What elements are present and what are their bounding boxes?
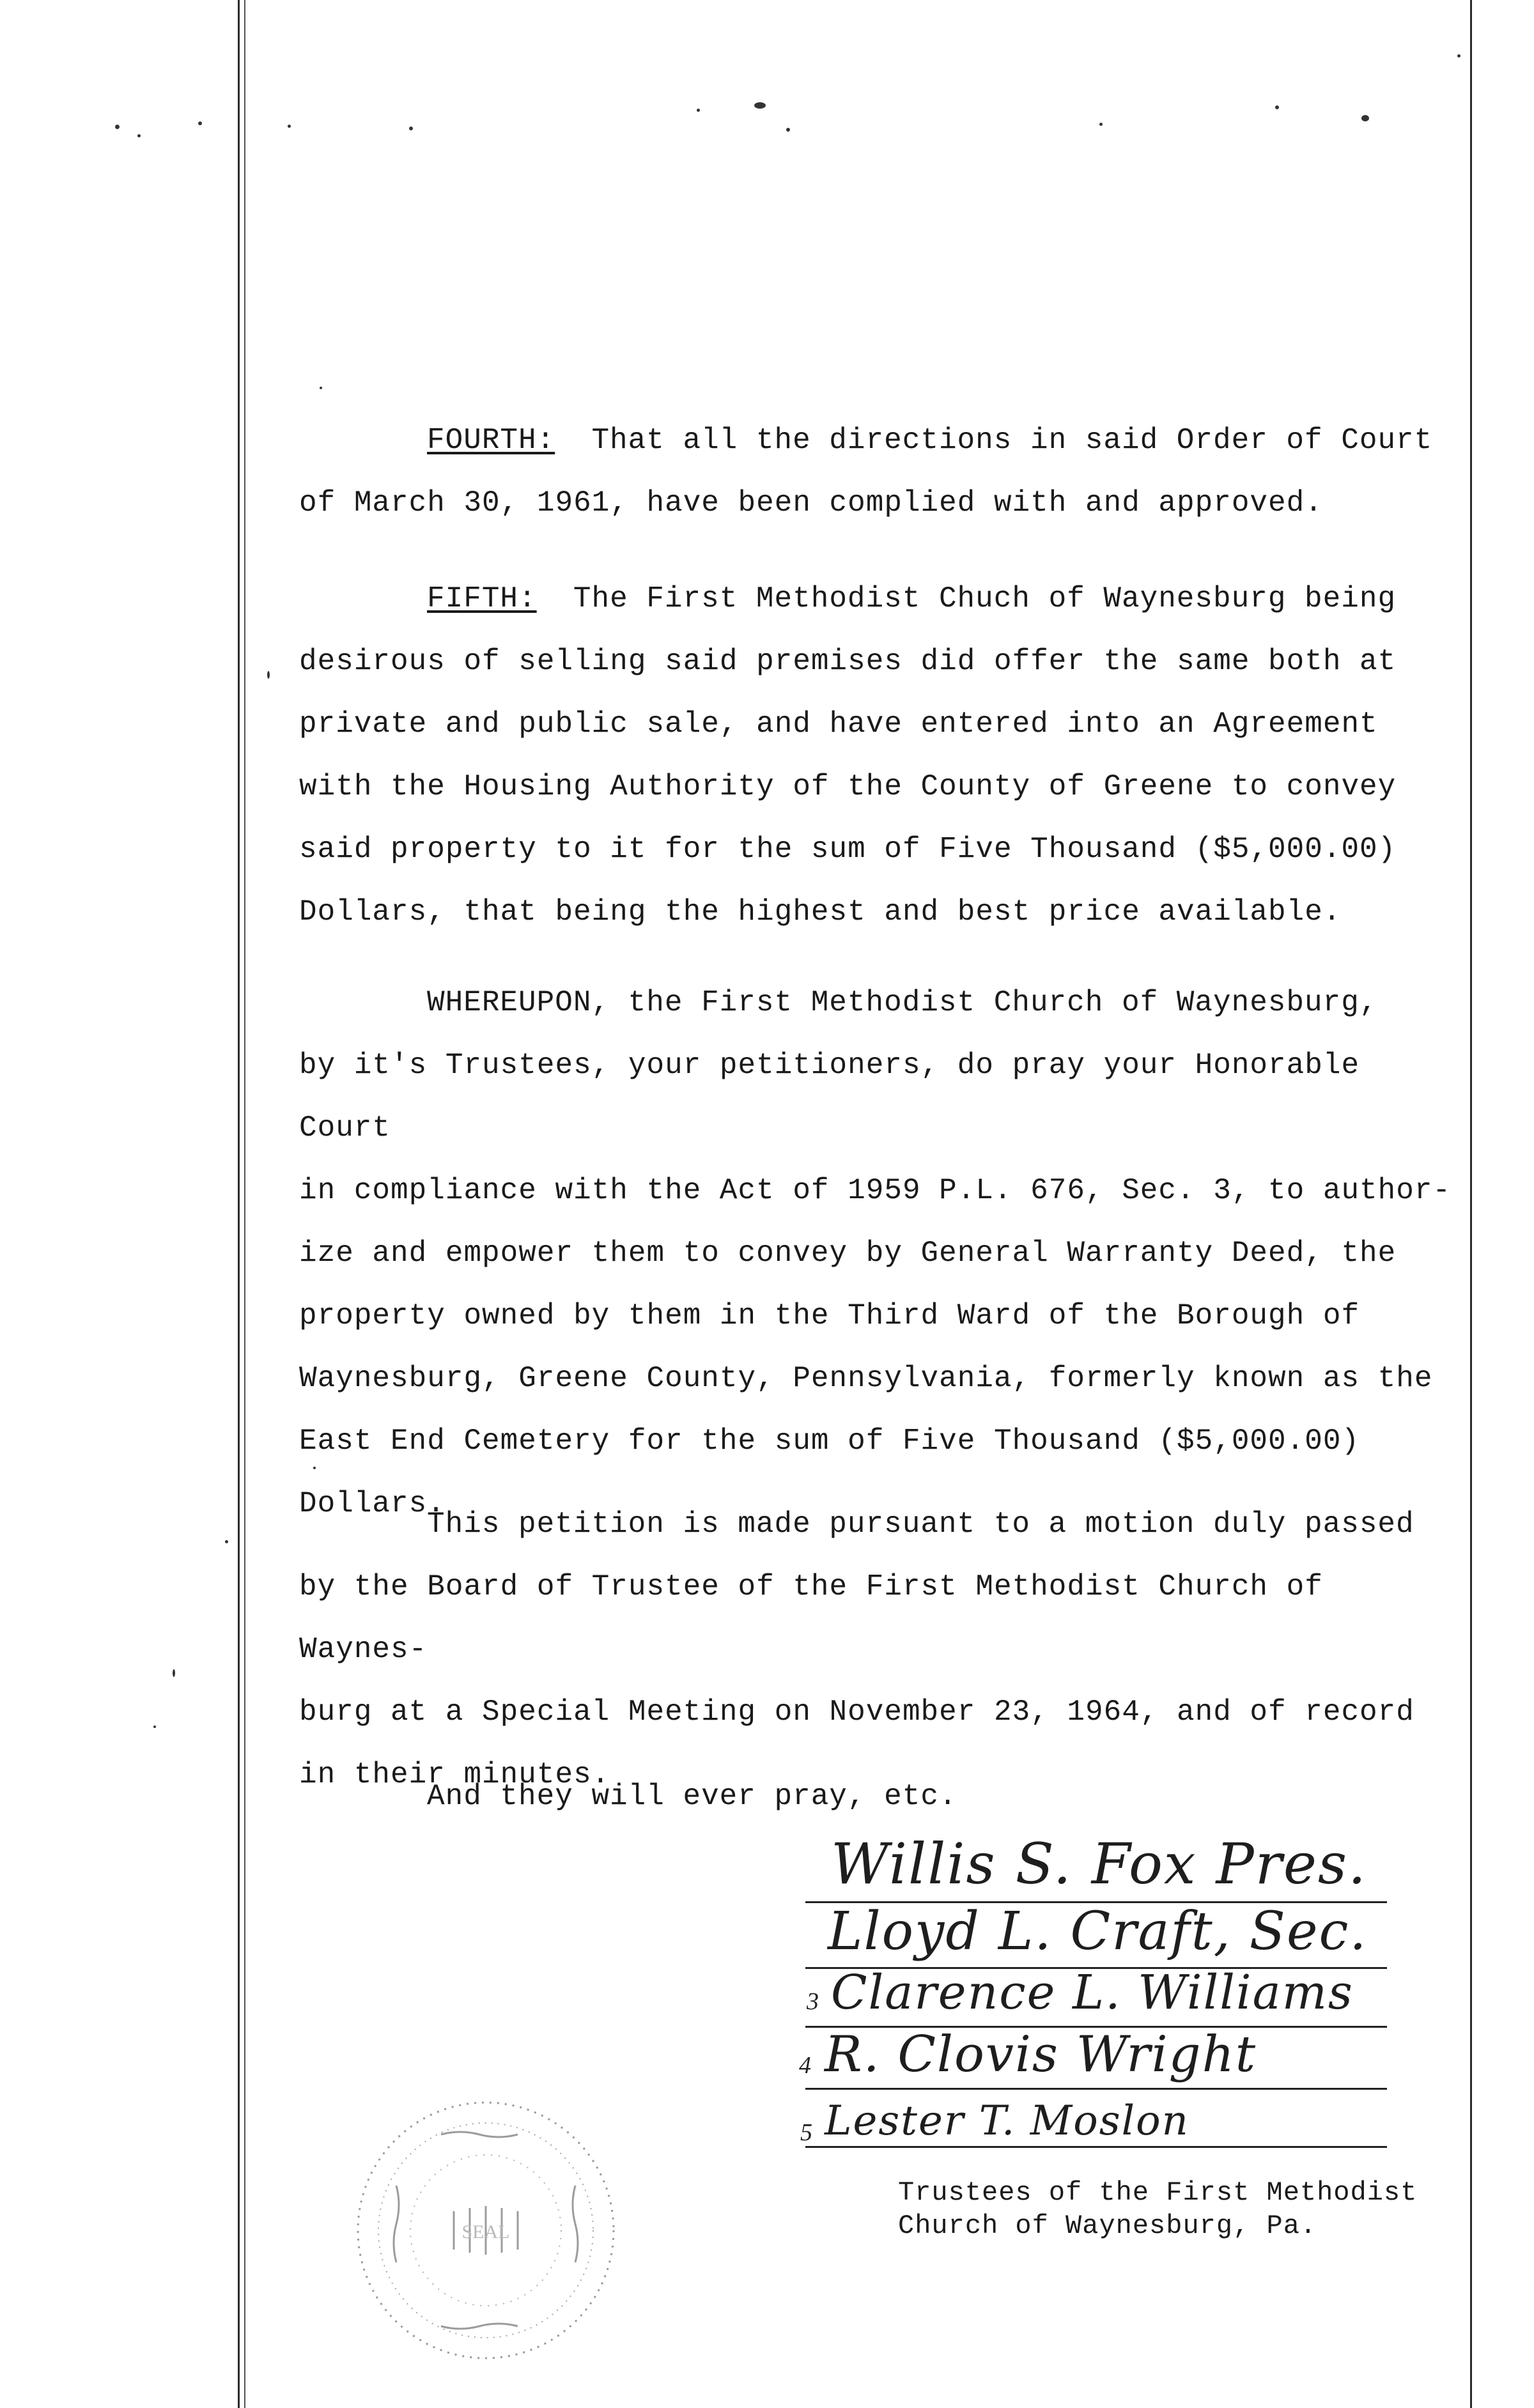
signature: Lloyd L. Craft, Sec. [828, 1901, 1368, 1962]
trustees-caption-line-1: Trustees of the First Methodist [898, 2177, 1418, 2208]
petition-line-1: This petition is made pursuant to a motion duly passed [427, 1508, 1414, 1541]
fifth-line: said property to it for the sum of Five Thousand ($5,000.00) [299, 833, 1397, 866]
fifth-line: private and public sale, and have entered into an Agreement [299, 707, 1378, 741]
fourth-paragraph [299, 409, 1462, 534]
whereupon-line: in compliance with the Act of 1959 P.L. 676, Sec. 3, to author- [299, 1174, 1452, 1207]
petition-paragraph [299, 1493, 1462, 1806]
whereupon-line-1: WHEREUPON, the First Methodist Church of Waynesburg, [427, 986, 1378, 1019]
signature-number: 3 [807, 1988, 819, 2015]
signature: R. Clovis Wright [825, 2026, 1257, 2083]
whereupon-line: ize and empower them to convey by General Warranty Deed, the [299, 1237, 1397, 1270]
fourth-line-2: of March 30, 1961, have been complied with and approved. [299, 486, 1323, 520]
fourth-line-1 [299, 409, 1462, 472]
signature-line [805, 2146, 1387, 2148]
whereupon-line: East End Cemetery for the sum of Five Thousand ($5,000.00) [299, 1424, 1360, 1458]
signature: Lester T. Moslon [825, 2097, 1189, 2145]
embossed-seal-icon [345, 2090, 626, 2371]
right-margin-rule [1470, 0, 1472, 2408]
trustees-caption-line-2: Church of Waynesburg, Pa. [898, 2211, 1317, 2241]
petition-line: burg at a Special Meeting on November 23, 1964, and of record [299, 1695, 1414, 1729]
fifth-paragraph [299, 567, 1462, 943]
petition-line: in their minutes. [299, 1758, 610, 1791]
signature-number: 4 [799, 2052, 811, 2079]
whereupon-line: Waynesburg, Greene County, Pennsylvania, formerly known as the [299, 1362, 1433, 1395]
signature: Willis S. Fox Pres. [831, 1831, 1368, 1897]
signature-line [805, 2088, 1387, 2090]
fifth-line: with the Housing Authority of the County of Greene to convey [299, 770, 1397, 803]
fourth-line-1-text: That all the directions in said Order of Court [591, 424, 1433, 457]
left-margin-rule [238, 0, 240, 2408]
fifth-line-1-text: The First Methodist Chuch of Waynesburg being [573, 582, 1397, 615]
fifth-line: desirous of selling said premises did offer the same both at [299, 645, 1397, 678]
fifth-line: Dollars, that being the highest and best price available. [299, 895, 1342, 929]
closing-line: And they will ever pray, etc. [427, 1780, 957, 1813]
seal-text: SEAL [461, 2221, 510, 2242]
fifth-heading: FIFTH: [427, 582, 537, 615]
whereupon-line: Dollars. [299, 1487, 445, 1520]
left-margin-rule-inner [244, 0, 245, 2408]
whereupon-line: property owned by them in the Third Ward of the Borough of [299, 1299, 1360, 1332]
trustees-caption [898, 2176, 1417, 2242]
fifth-line-1 [299, 567, 1462, 630]
whereupon-line: by it's Trustees, your petitioners, do pray your Honorable Court [299, 1049, 1378, 1145]
petition-line: by the Board of Trustee of the First Methodist Church of Waynes- [299, 1570, 1342, 1666]
fourth-heading: FOURTH: [427, 424, 555, 457]
signature: Clarence L. Williams [831, 1965, 1354, 2020]
whereupon-paragraph [299, 971, 1462, 1535]
closing-paragraph [299, 1765, 1462, 1828]
signature-number: 5 [800, 2119, 812, 2146]
